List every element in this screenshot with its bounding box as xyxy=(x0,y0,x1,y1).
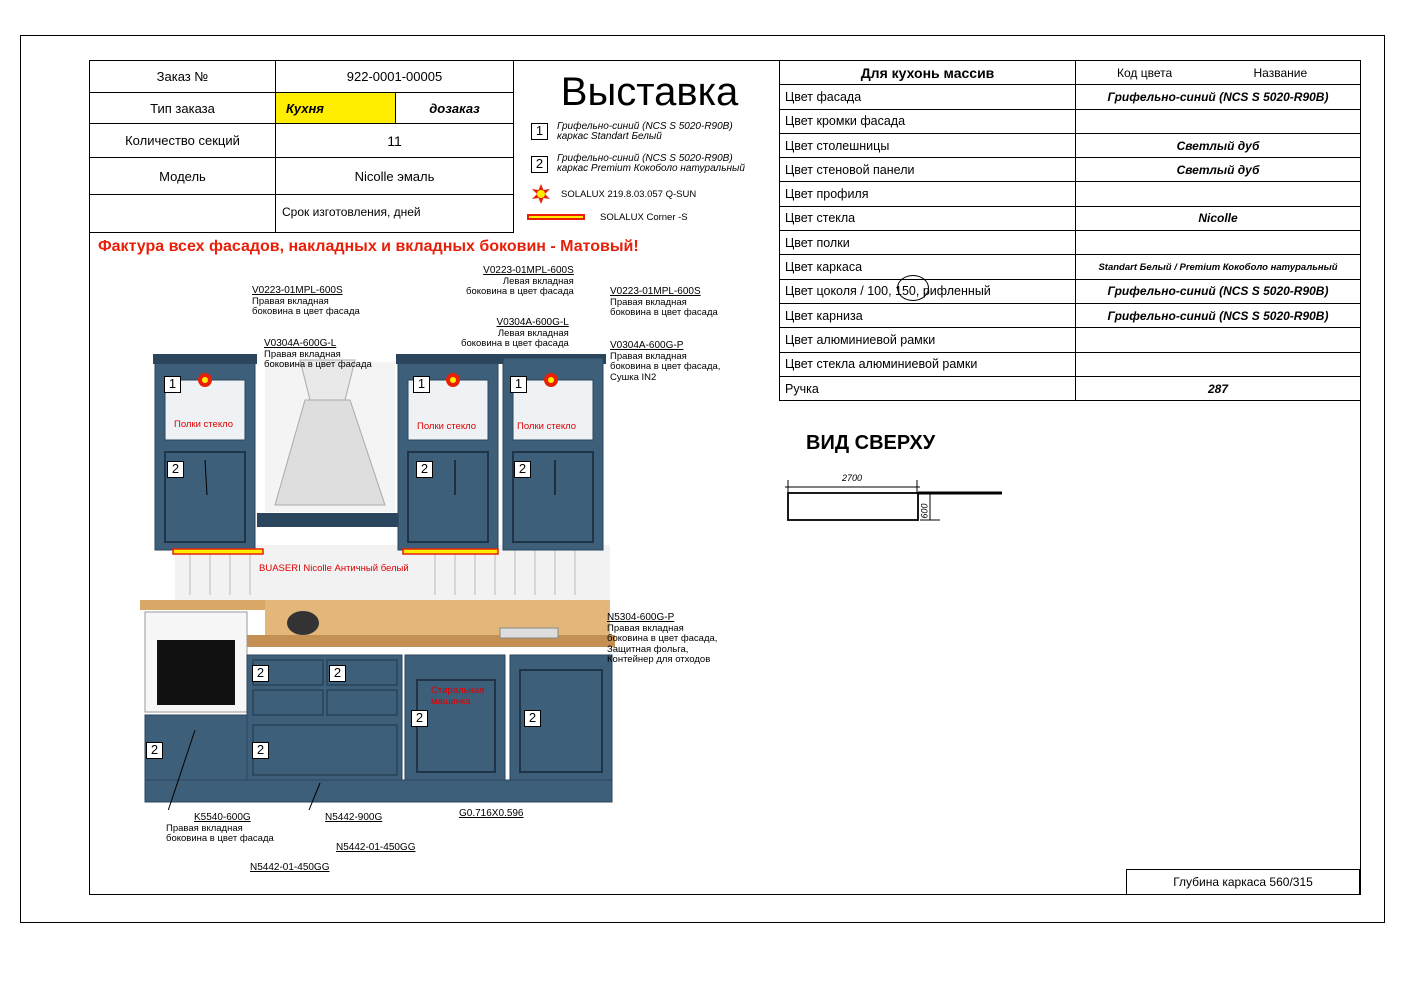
order-number: 922-0001-00005 xyxy=(276,61,514,93)
callout-a4 xyxy=(461,318,569,350)
colors-header: Для кухонь массив xyxy=(780,61,1076,85)
colors-row xyxy=(780,206,1361,230)
washer-line2: машинка xyxy=(431,695,471,707)
color-row-label: Ручка xyxy=(780,376,1076,400)
colors-row xyxy=(780,109,1361,133)
colors-row xyxy=(780,133,1361,157)
legend-1-line2: каркас Standart Белый xyxy=(557,131,662,142)
lead-time-label: Срок изготовления, дней xyxy=(276,195,514,233)
marker-2-f: 2 xyxy=(411,710,428,727)
color-row-label: Цвет фасада xyxy=(780,85,1076,109)
callout-a2 xyxy=(264,339,372,371)
a7-text4: Контейнер для отходов xyxy=(607,654,711,665)
callout-b3: N5442-01-450GG xyxy=(336,842,416,853)
shelves-label-b: Полки стекло xyxy=(417,421,477,432)
order-label: Заказ № xyxy=(90,61,276,93)
order-type-value: Кухня xyxy=(276,93,396,124)
a5-text2: боковина в цвет фасада xyxy=(610,307,718,318)
a4-text1: Левая вкладная xyxy=(497,327,569,339)
marker-1-b: 1 xyxy=(413,376,430,393)
color-row-label: Цвет стекла алюминиевой рамки xyxy=(780,352,1076,376)
marker-2-d: 2 xyxy=(252,665,269,682)
legend-item-1-text xyxy=(557,122,733,142)
a1-code: V0223-01MPL-600S xyxy=(252,285,343,296)
marker-2-i: 2 xyxy=(252,742,269,759)
a1-text1: Правая вкладная xyxy=(252,295,329,307)
callout-a5 xyxy=(610,287,718,319)
top-view-drawing xyxy=(780,466,1005,526)
marker-2-e: 2 xyxy=(329,665,346,682)
colors-row xyxy=(780,85,1361,109)
col-code: Код цвета xyxy=(1117,65,1173,80)
empty-cell xyxy=(90,195,276,233)
shelves-label-a: Полки стекло xyxy=(174,419,234,430)
color-row-value: Nicolle xyxy=(1076,206,1361,230)
sections-label: Количество секций xyxy=(90,124,276,158)
color-row-value: Грифельно-синий (NCS S 5020-R90B) xyxy=(1076,279,1361,303)
legend-2-line1: Грифельно-синий (NCS S 5020-R90B) xyxy=(557,153,733,164)
color-row-label: Цвет профиля xyxy=(780,182,1076,206)
callout-b1 xyxy=(166,813,274,845)
model-value: Nicolle эмаль xyxy=(276,158,514,195)
light-star-icon xyxy=(531,184,551,204)
color-row-value xyxy=(1076,182,1361,206)
colors-row xyxy=(780,352,1361,376)
a7-text2: боковина в цвет фасада, xyxy=(607,633,718,644)
callout-b4: N5442-01-450GG xyxy=(250,862,330,873)
matte-note: Фактура всех фасадов, накладных и вкладных боковин - Матовый! xyxy=(98,238,639,255)
a3-text1: Левая вкладная xyxy=(502,275,574,287)
color-row-label: Цвет цоколя / 100, 150, рифленный xyxy=(780,279,1076,303)
a7-text1: Правая вкладная xyxy=(607,622,684,634)
a2-text1: Правая вкладная xyxy=(264,348,341,360)
color-row-label: Цвет полки xyxy=(780,231,1076,255)
a5-text1: Правая вкладная xyxy=(610,296,687,308)
colors-row xyxy=(780,279,1361,303)
led-strip-icon xyxy=(527,214,585,220)
callout-a6 xyxy=(610,341,720,383)
color-row-value: Светлый дуб xyxy=(1076,158,1361,182)
shelves-label-c: Полки стекло xyxy=(517,421,577,432)
color-row-value: Грифельно-синий (NCS S 5020-R90B) xyxy=(1076,303,1361,327)
top-view-width: 2700 xyxy=(842,473,863,483)
color-row-value xyxy=(1076,109,1361,133)
color-row-label: Цвет стекла xyxy=(780,206,1076,230)
a6-code: V0304A-600G-P xyxy=(610,340,684,351)
legend-item-2-text xyxy=(557,154,745,174)
legend-1-line1: Грифельно-синий (NCS S 5020-R90B) xyxy=(557,121,733,132)
marker-1-c: 1 xyxy=(510,376,527,393)
color-row-label: Цвет кромки фасада xyxy=(780,109,1076,133)
washer-line1: Стиральная xyxy=(431,685,485,696)
exhibit-title: Выставка xyxy=(560,70,739,114)
callout-b5: G0.716X0.596 xyxy=(459,808,524,819)
marker-2-a: 2 xyxy=(167,461,184,478)
colors-row xyxy=(780,231,1361,255)
colors-row xyxy=(780,376,1361,400)
b1-text2: боковина в цвет фасада xyxy=(166,833,274,844)
marker-2-h: 2 xyxy=(146,742,163,759)
order-type-label: Тип заказа xyxy=(90,93,276,124)
a4-text2: боковина в цвет фасада xyxy=(461,338,569,349)
order-info-table xyxy=(89,60,514,233)
order-type-extra: дозаказ xyxy=(396,93,514,124)
legend-2-line2: каркас Premium Кокоболо натуральный xyxy=(557,163,745,174)
a7-text3: Защитная фольга, xyxy=(607,643,689,655)
marker-2-b: 2 xyxy=(416,461,433,478)
a6-text2: боковина в цвет фасада, xyxy=(610,361,721,372)
callout-b2: N5442-900G xyxy=(325,812,383,823)
buaseri-label: BUASERI Nicolle Античный белый xyxy=(259,563,409,574)
marker-1-a: 1 xyxy=(164,376,181,393)
color-row-label: Цвет алюминиевой рамки xyxy=(780,328,1076,352)
light-label: SOLALUX 219.8.03.057 Q-SUN xyxy=(561,189,697,200)
b1-text1: Правая вкладная xyxy=(166,822,243,834)
color-row-value xyxy=(1076,231,1361,255)
color-row-label: Цвет столешницы xyxy=(780,133,1076,157)
color-row-value: Standart Белый / Premium Кокоболо натуральный xyxy=(1076,255,1361,279)
colors-row xyxy=(780,328,1361,352)
legend-item-1 xyxy=(531,122,548,140)
a1-text2: боковина в цвет фасада xyxy=(252,306,360,317)
callout-a1 xyxy=(252,286,360,318)
color-row-value xyxy=(1076,328,1361,352)
a6-text1: Правая вкладная xyxy=(610,350,687,362)
legend-item-2 xyxy=(531,155,548,173)
colors-table xyxy=(779,60,1361,401)
col-name: Название xyxy=(1253,65,1308,80)
washer-label xyxy=(431,686,484,707)
color-row-label: Цвет каркаса xyxy=(780,255,1076,279)
a2-code: V0304A-600G-L xyxy=(264,338,337,349)
top-view-title: ВИД СВЕРХУ xyxy=(806,432,936,454)
colors-row xyxy=(780,182,1361,206)
a2-text2: боковина в цвет фасада xyxy=(264,359,372,370)
top-view-depth: 600 xyxy=(919,503,930,519)
marker-2-c: 2 xyxy=(514,461,531,478)
sections-value: 11 xyxy=(276,124,514,158)
colors-row xyxy=(780,303,1361,327)
callout-a3 xyxy=(466,266,574,298)
a3-text2: боковина в цвет фасада xyxy=(466,286,574,297)
color-row-label: Цвет стеновой панели xyxy=(780,158,1076,182)
color-row-label: Цвет карниза xyxy=(780,303,1076,327)
strip-label: SOLALUX Corner -S xyxy=(600,212,688,223)
callout-a7 xyxy=(607,613,717,666)
frame-depth: Глубина каркаса 560/315 xyxy=(1126,869,1360,895)
color-row-value: Грифельно-синий (NCS S 5020-R90B) xyxy=(1076,85,1361,109)
a4-code: V0304A-600G-L xyxy=(496,317,569,328)
a7-code: N5304-600G-P xyxy=(607,612,675,623)
colors-row xyxy=(780,255,1361,279)
legend-1-box: 1 xyxy=(531,123,548,140)
color-row-value: Светлый дуб xyxy=(1076,133,1361,157)
highlight-circle-150 xyxy=(897,275,929,301)
a5-code: V0223-01MPL-600S xyxy=(610,286,701,297)
a6-text3: Сушка IN2 xyxy=(610,371,657,383)
marker-2-g: 2 xyxy=(524,710,541,727)
model-label: Модель xyxy=(90,158,276,195)
color-row-value xyxy=(1076,352,1361,376)
legend-2-box: 2 xyxy=(531,156,548,173)
b1-code: K5540-600G xyxy=(194,812,251,823)
a3-code: V0223-01MPL-600S xyxy=(483,265,574,276)
colors-row xyxy=(780,158,1361,182)
colors-col-headers xyxy=(1076,61,1361,85)
color-row-value: 287 xyxy=(1076,376,1361,400)
kitchen-drawing xyxy=(135,340,625,810)
